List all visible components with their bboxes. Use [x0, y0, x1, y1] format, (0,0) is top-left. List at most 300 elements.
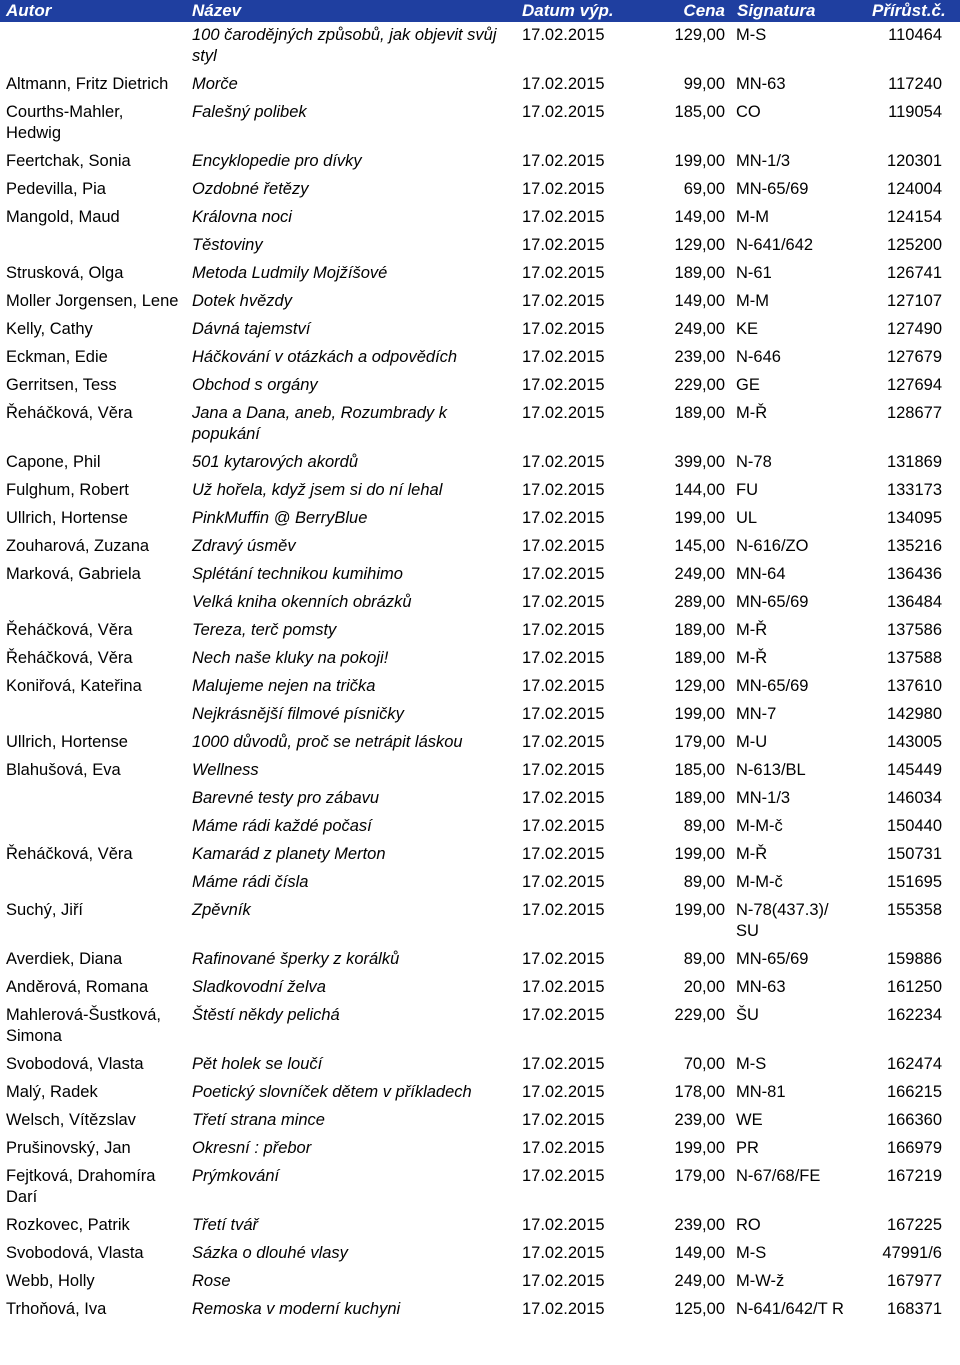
cell-cena: 89,00	[683, 950, 725, 968]
cell-cena: 239,00	[674, 1111, 725, 1129]
cell-datum: 17.02.2015	[522, 1111, 605, 1129]
cell-prirust: 166360	[886, 1111, 942, 1129]
cell-autor: Capone, Phil	[6, 453, 101, 471]
cell-signatura: KE	[736, 320, 759, 338]
cell-prirust: 151695	[886, 873, 942, 891]
cell-cena: 145,00	[674, 537, 725, 555]
cell-prirust: 137610	[886, 677, 942, 695]
cell-nazev: Sladkovodní želva	[192, 978, 326, 996]
table-row	[0, 1296, 960, 1324]
cell-nazev: PinkMuffin @ BerryBlue	[192, 509, 368, 527]
cell-autor: Altmann, Fritz Dietrich	[6, 75, 169, 93]
cell-signatura: RO	[736, 1216, 761, 1234]
table-row	[0, 645, 960, 673]
cell-prirust: 159886	[886, 950, 942, 968]
cell-datum: 17.02.2015	[522, 593, 605, 611]
table-row	[0, 533, 960, 561]
cell-cena: 70,00	[683, 1055, 725, 1073]
cell-datum: 17.02.2015	[522, 621, 605, 639]
cell-datum: 17.02.2015	[522, 677, 605, 695]
cell-autor: Kelly, Cathy	[6, 320, 93, 338]
table-row	[0, 260, 960, 288]
cell-prirust: 126741	[886, 264, 942, 282]
cell-autor: Welsch, Vítězslav	[6, 1111, 136, 1129]
cell-nazev: Už hořela, když jsem si do ní lehal	[192, 481, 443, 499]
cell-cena: 239,00	[674, 1216, 725, 1234]
cell-signatura: UL	[736, 509, 758, 527]
cell-autor	[0, 232, 186, 260]
cell-signatura: MN-65/69	[736, 180, 809, 198]
cell-nazev: 1000 důvodů, proč se netrápit láskou	[192, 733, 463, 751]
cell-prirust: 161250	[886, 978, 942, 996]
header-signatura: Signatura	[731, 0, 852, 22]
table-row	[0, 316, 960, 344]
cell-datum: 17.02.2015	[522, 1216, 605, 1234]
cell-datum: 17.02.2015	[522, 264, 605, 282]
cell-datum: 17.02.2015	[522, 901, 605, 919]
cell-autor: Zouharová, Zuzana	[6, 537, 150, 555]
cell-autor	[0, 701, 186, 729]
cell-nazev: 100 čarodějných způsobů, jak objevit svůj styl	[192, 26, 497, 65]
cell-prirust: 150440	[886, 817, 942, 835]
cell-datum: 17.02.2015	[522, 404, 605, 422]
cell-prirust: 47991/6	[882, 1244, 942, 1262]
cell-prirust: 162234	[886, 1006, 942, 1024]
cell-autor: Suchý, Jiří	[6, 901, 84, 919]
cell-datum: 17.02.2015	[522, 348, 605, 366]
cell-signatura: M-U	[736, 733, 768, 751]
header-nazev: Název	[186, 0, 516, 22]
table-row	[0, 232, 960, 260]
cell-autor: Trhoňová, Iva	[6, 1300, 107, 1318]
cell-autor: Koniřová, Kateřina	[6, 677, 142, 695]
cell-cena: 229,00	[674, 376, 725, 394]
cell-signatura: PR	[736, 1139, 759, 1157]
table-row	[0, 561, 960, 589]
cell-cena: 129,00	[674, 236, 725, 254]
table-row	[0, 813, 960, 841]
cell-autor: Prušinovský, Jan	[6, 1139, 131, 1157]
cell-signatura: M-Ř	[736, 621, 768, 639]
cell-prirust: 127679	[886, 348, 942, 366]
table-row	[0, 1212, 960, 1240]
cell-prirust: 127694	[886, 376, 942, 394]
cell-prirust: 145449	[886, 761, 942, 779]
cell-datum: 17.02.2015	[522, 320, 605, 338]
table-row	[0, 449, 960, 477]
cell-nazev: Remoska v moderní kuchyni	[192, 1300, 401, 1318]
cell-datum: 17.02.2015	[522, 1167, 605, 1185]
cell-prirust: 120301	[886, 152, 942, 170]
cell-nazev: Tereza, terč pomsty	[192, 621, 337, 639]
cell-signatura: M-Ř	[736, 649, 768, 667]
cell-autor: Strusková, Olga	[6, 264, 124, 282]
cell-datum: 17.02.2015	[522, 705, 605, 723]
cell-nazev: Dávná tajemství	[192, 320, 311, 338]
cell-nazev: Rose	[192, 1272, 231, 1290]
cell-autor: Mahlerová-Šustková, Simona	[6, 1006, 161, 1045]
cell-signatura: M-M-č	[736, 817, 783, 835]
table-row	[0, 99, 960, 148]
cell-autor	[0, 813, 186, 841]
cell-signatura: MN-63	[736, 75, 786, 93]
cell-nazev: Nejkrásnější filmové písničky	[192, 705, 404, 723]
cell-datum: 17.02.2015	[522, 75, 605, 93]
table-row	[0, 1135, 960, 1163]
cell-prirust: 142980	[886, 705, 942, 723]
cell-datum: 17.02.2015	[522, 761, 605, 779]
cell-datum: 17.02.2015	[522, 978, 605, 996]
cell-autor: Marková, Gabriela	[6, 565, 141, 583]
cell-datum: 17.02.2015	[522, 733, 605, 751]
cell-signatura: N-641/642/T R	[736, 1300, 844, 1318]
cell-prirust: 133173	[886, 481, 942, 499]
cell-nazev: Barevné testy pro zábavu	[192, 789, 380, 807]
cell-signatura: CO	[736, 103, 761, 121]
table-body	[0, 22, 960, 1324]
cell-signatura: N-641/642	[736, 236, 814, 254]
table-row	[0, 204, 960, 232]
cell-prirust: 167219	[886, 1167, 942, 1185]
cell-signatura: M-W-ž	[736, 1272, 785, 1290]
table-row	[0, 22, 960, 71]
table-row	[0, 974, 960, 1002]
cell-prirust: 143005	[886, 733, 942, 751]
cell-datum: 17.02.2015	[522, 208, 605, 226]
cell-nazev: Sázka o dlouhé vlasy	[192, 1244, 348, 1262]
cell-prirust: 150731	[886, 845, 942, 863]
cell-nazev: Falešný polibek	[192, 103, 307, 121]
table-row	[0, 372, 960, 400]
table-row	[0, 400, 960, 449]
cell-nazev: Třetí strana mince	[192, 1111, 325, 1129]
table-row	[0, 176, 960, 204]
cell-signatura: N-613/BL	[736, 761, 806, 779]
cell-datum: 17.02.2015	[522, 26, 605, 44]
cell-nazev: Poetický slovníček dětem v příkladech	[192, 1083, 472, 1101]
cell-cena: 289,00	[674, 593, 725, 611]
cell-nazev: Třetí tvář	[192, 1216, 259, 1234]
cell-cena: 189,00	[674, 621, 725, 639]
cell-nazev: Máme rádi čísla	[192, 873, 309, 891]
cell-cena: 179,00	[674, 1167, 725, 1185]
cell-datum: 17.02.2015	[522, 1272, 605, 1290]
cell-signatura: M-M	[736, 292, 769, 310]
cell-datum: 17.02.2015	[522, 789, 605, 807]
cell-cena: 149,00	[674, 292, 725, 310]
cell-prirust: 117240	[888, 75, 942, 93]
table-row	[0, 1240, 960, 1268]
cell-prirust: 127107	[886, 292, 942, 310]
table-row	[0, 477, 960, 505]
cell-datum: 17.02.2015	[522, 950, 605, 968]
cell-datum: 17.02.2015	[522, 236, 605, 254]
cell-nazev: Malujeme nejen na trička	[192, 677, 376, 695]
table-row	[0, 344, 960, 372]
cell-autor: Moller Jorgensen, Lene	[6, 292, 179, 310]
cell-autor: Anděrová, Romana	[6, 978, 149, 996]
cell-autor: Řeháčková, Věra	[6, 621, 133, 639]
cell-cena: 89,00	[683, 817, 725, 835]
cell-prirust: 124004	[886, 180, 942, 198]
table-row	[0, 1051, 960, 1079]
cell-datum: 17.02.2015	[522, 453, 605, 471]
cell-cena: 229,00	[674, 1006, 725, 1024]
cell-prirust: 168371	[886, 1300, 942, 1318]
cell-nazev: Kamarád z planety Merton	[192, 845, 386, 863]
cell-prirust: 162474	[886, 1055, 942, 1073]
cell-cena: 239,00	[674, 348, 725, 366]
cell-autor: Fulghum, Robert	[6, 481, 129, 499]
cell-nazev: Obchod s orgány	[192, 376, 318, 394]
table-row	[0, 729, 960, 757]
cell-cena: 99,00	[683, 75, 725, 93]
cell-nazev: Nech naše kluky na pokoji!	[192, 649, 389, 667]
cell-datum: 17.02.2015	[522, 1300, 605, 1318]
cell-autor: Feertchak, Sonia	[6, 152, 131, 170]
cell-prirust: 137588	[886, 649, 942, 667]
cell-autor: Řeháčková, Věra	[6, 649, 133, 667]
cell-cena: 189,00	[674, 649, 725, 667]
header-prirust: Přírůst.č.	[852, 0, 960, 22]
cell-nazev: Okresní : přebor	[192, 1139, 312, 1157]
cell-nazev: Máme rádi každé počasí	[192, 817, 372, 835]
cell-cena: 185,00	[674, 103, 725, 121]
table-row	[0, 785, 960, 813]
cell-prirust: 127490	[886, 320, 942, 338]
cell-signatura: M-M	[736, 208, 769, 226]
cell-datum: 17.02.2015	[522, 1055, 605, 1073]
cell-signatura: MN-1/3	[736, 152, 791, 170]
cell-prirust: 124154	[886, 208, 942, 226]
cell-datum: 17.02.2015	[522, 1244, 605, 1262]
cell-signatura: N-646	[736, 348, 781, 366]
cell-cena: 189,00	[674, 404, 725, 422]
cell-cena: 20,00	[683, 978, 725, 996]
cell-nazev: Zpěvník	[192, 901, 251, 919]
cell-datum: 17.02.2015	[522, 509, 605, 527]
cell-datum: 17.02.2015	[522, 1083, 605, 1101]
cell-signatura: N-78	[736, 453, 772, 471]
cell-cena: 199,00	[674, 1139, 725, 1157]
cell-signatura: M-Ř	[736, 404, 768, 422]
cell-autor	[0, 22, 186, 71]
cell-signatura: FU	[736, 481, 758, 499]
cell-datum: 17.02.2015	[522, 817, 605, 835]
cell-cena: 199,00	[674, 509, 725, 527]
cell-signatura: MN-65/69	[736, 950, 809, 968]
cell-autor	[0, 589, 186, 617]
cell-nazev: Splétání technikou kumihimo	[192, 565, 403, 583]
header-datum: Datum výp.	[516, 0, 629, 22]
cell-cena: 149,00	[674, 1244, 725, 1262]
cell-prirust: 167977	[886, 1272, 942, 1290]
table-row	[0, 897, 960, 946]
cell-prirust: 167225	[886, 1216, 942, 1234]
cell-signatura: N-616/ZO	[736, 537, 809, 555]
cell-datum: 17.02.2015	[522, 481, 605, 499]
table-header	[0, 0, 960, 22]
cell-prirust: 110464	[888, 26, 942, 44]
cell-nazev: Velká kniha okenních obrázků	[192, 593, 412, 611]
cell-prirust: 119054	[888, 103, 942, 121]
cell-autor: Gerritsen, Tess	[6, 376, 117, 394]
cell-autor: Blahušová, Eva	[6, 761, 121, 779]
cell-prirust: 155358	[886, 901, 942, 919]
cell-cena: 69,00	[683, 180, 725, 198]
cell-cena: 129,00	[674, 677, 725, 695]
cell-datum: 17.02.2015	[522, 1006, 605, 1024]
cell-cena: 199,00	[674, 705, 725, 723]
cell-nazev: Štěstí někdy pelichá	[192, 1006, 340, 1024]
table-row	[0, 1107, 960, 1135]
cell-cena: 129,00	[674, 26, 725, 44]
cell-signatura: MN-1/3	[736, 789, 791, 807]
cell-autor: Rozkovec, Patrik	[6, 1216, 130, 1234]
cell-cena: 249,00	[674, 565, 725, 583]
cell-autor: Courths-Mahler, Hedwig	[6, 103, 124, 142]
cell-datum: 17.02.2015	[522, 565, 605, 583]
cell-cena: 199,00	[674, 152, 725, 170]
table-row	[0, 757, 960, 785]
table-row	[0, 841, 960, 869]
table-row	[0, 946, 960, 974]
cell-prirust: 166215	[886, 1083, 942, 1101]
table-row	[0, 701, 960, 729]
cell-signatura: M-M-č	[736, 873, 783, 891]
cell-datum: 17.02.2015	[522, 873, 605, 891]
cell-prirust: 136436	[886, 565, 942, 583]
table-row	[0, 1079, 960, 1107]
table-row	[0, 1002, 960, 1051]
cell-signatura: ŠU	[736, 1006, 759, 1024]
cell-datum: 17.02.2015	[522, 292, 605, 310]
cell-cena: 249,00	[674, 320, 725, 338]
header-cena: Cena	[629, 0, 731, 22]
cell-cena: 89,00	[683, 873, 725, 891]
cell-cena: 189,00	[674, 264, 725, 282]
cell-nazev: Morče	[192, 75, 238, 93]
cell-autor	[0, 869, 186, 897]
table-row	[0, 1163, 960, 1212]
cell-signatura: GE	[736, 376, 760, 394]
cell-cena: 149,00	[674, 208, 725, 226]
cell-datum: 17.02.2015	[522, 649, 605, 667]
cell-nazev: 501 kytarových akordů	[192, 453, 359, 471]
table-row	[0, 589, 960, 617]
table-row	[0, 1268, 960, 1296]
cell-nazev: Prýmkování	[192, 1167, 280, 1185]
cell-prirust: 136484	[886, 593, 942, 611]
table-row	[0, 71, 960, 99]
table-row	[0, 869, 960, 897]
cell-cena: 189,00	[674, 789, 725, 807]
cell-nazev: Encyklopedie pro dívky	[192, 152, 362, 170]
cell-prirust: 128677	[886, 404, 942, 422]
cell-cena: 399,00	[674, 453, 725, 471]
cell-prirust: 125200	[886, 236, 942, 254]
header-autor: Autor	[0, 0, 186, 22]
cell-prirust: 134095	[886, 509, 942, 527]
cell-signatura: M-S	[736, 26, 767, 44]
cell-signatura: MN-7	[736, 705, 777, 723]
cell-signatura: MN-64	[736, 565, 786, 583]
cell-cena: 249,00	[674, 1272, 725, 1290]
cell-cena: 178,00	[674, 1083, 725, 1101]
cell-signatura: MN-63	[736, 978, 786, 996]
cell-signatura: N-78(437.3)/ SU	[736, 901, 829, 940]
cell-autor: Ullrich, Hortense	[6, 509, 128, 527]
cell-autor	[0, 785, 186, 813]
table-row	[0, 288, 960, 316]
cell-signatura: MN-65/69	[736, 593, 809, 611]
cell-autor: Řeháčková, Věra	[6, 845, 133, 863]
cell-datum: 17.02.2015	[522, 152, 605, 170]
cell-datum: 17.02.2015	[522, 180, 605, 198]
cell-nazev: Dotek hvězdy	[192, 292, 292, 310]
cell-autor: Eckman, Edie	[6, 348, 108, 366]
cell-prirust: 137586	[886, 621, 942, 639]
cell-datum: 17.02.2015	[522, 845, 605, 863]
cell-signatura: N-67/68/FE	[736, 1167, 821, 1185]
cell-autor: Svobodová, Vlasta	[6, 1055, 144, 1073]
header-row	[0, 0, 960, 22]
cell-prirust: 146034	[886, 789, 942, 807]
cell-cena: 125,00	[674, 1300, 725, 1318]
cell-datum: 17.02.2015	[522, 537, 605, 555]
cell-nazev: Wellness	[192, 761, 259, 779]
cell-autor: Pedevilla, Pia	[6, 180, 106, 198]
cell-nazev: Ozdobné řetězy	[192, 180, 309, 198]
cell-nazev: Háčkování v otázkách a odpovědích	[192, 348, 458, 366]
cell-prirust: 166979	[886, 1139, 942, 1157]
cell-nazev: Rafinované šperky z korálků	[192, 950, 400, 968]
cell-nazev: Královna noci	[192, 208, 292, 226]
cell-prirust: 131869	[886, 453, 942, 471]
cell-cena: 185,00	[674, 761, 725, 779]
cell-cena: 199,00	[674, 901, 725, 919]
cell-datum: 17.02.2015	[522, 376, 605, 394]
cell-signatura: M-S	[736, 1244, 767, 1262]
cell-datum: 17.02.2015	[522, 103, 605, 121]
cell-signatura: WE	[736, 1111, 763, 1129]
cell-autor: Mangold, Maud	[6, 208, 120, 226]
cell-signatura: MN-65/69	[736, 677, 809, 695]
cell-autor: Webb, Holly	[6, 1272, 95, 1290]
table-row	[0, 673, 960, 701]
table-row	[0, 148, 960, 176]
cell-nazev: Zdravý úsměv	[192, 537, 296, 555]
cell-nazev: Jana a Dana, aneb, Rozumbrady k popukání	[192, 404, 447, 443]
cell-nazev: Metoda Ludmily Mojžíšové	[192, 264, 388, 282]
cell-autor: Averdiek, Diana	[6, 950, 123, 968]
cell-cena: 144,00	[674, 481, 725, 499]
cell-nazev: Pět holek se loučí	[192, 1055, 323, 1073]
cell-signatura: N-61	[736, 264, 772, 282]
cell-nazev: Těstoviny	[192, 236, 263, 254]
cell-autor: Svobodová, Vlasta	[6, 1244, 144, 1262]
cell-signatura: M-Ř	[736, 845, 768, 863]
cell-signatura: M-S	[736, 1055, 767, 1073]
cell-cena: 199,00	[674, 845, 725, 863]
cell-autor: Fejtková, Drahomíra Darí	[6, 1167, 156, 1206]
cell-datum: 17.02.2015	[522, 1139, 605, 1157]
cell-signatura: MN-81	[736, 1083, 786, 1101]
cell-autor: Malý, Radek	[6, 1083, 98, 1101]
cell-autor: Ullrich, Hortense	[6, 733, 128, 751]
table-row	[0, 617, 960, 645]
table-row	[0, 505, 960, 533]
